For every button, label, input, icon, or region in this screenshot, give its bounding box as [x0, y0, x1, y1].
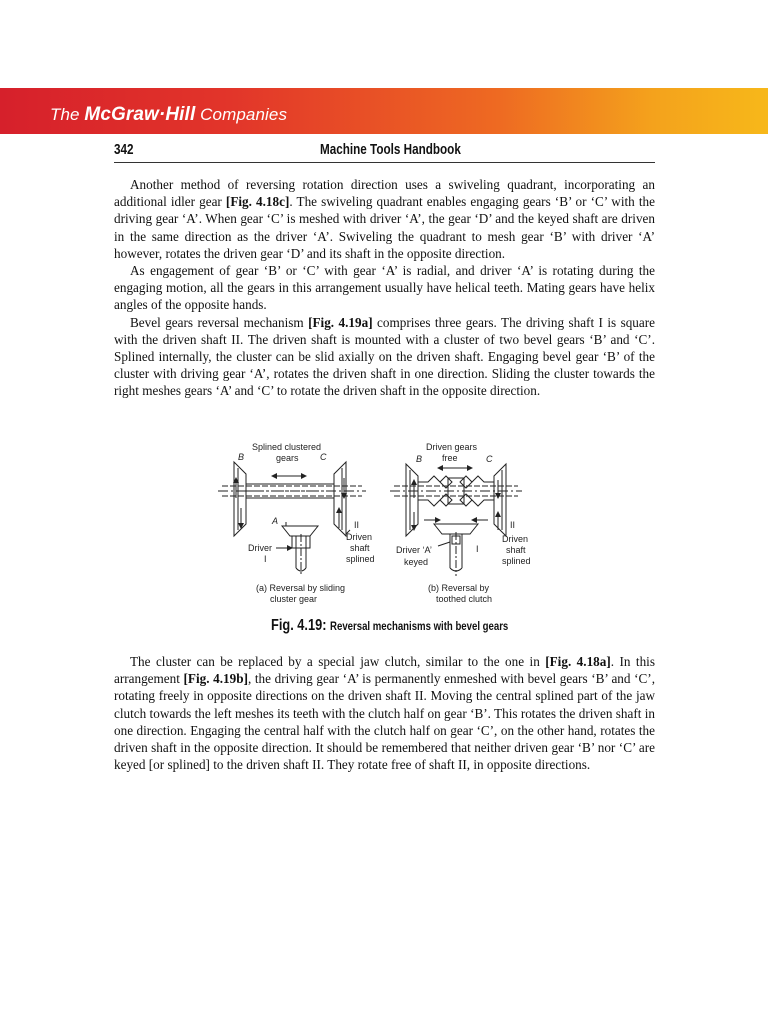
- paragraph-4: The cluster can be replaced by a special jaw clutch, similar to the one in [Fig. 4.18a]. In this arrangement [Fig. 4.19b], the driving gear ‘A’ is permanently enmeshed with bevel gears ‘B’ and ‘C’, rotating freely in opposite directions on the driven shaft II. Moving the central splined part of the jaw clutch towards the left meshes its teeth with the clutch half on gear ‘B’. This rotates the driven shaft in one direction. Engaging the central half with the clutch half on gear ‘C’, on the other hand, rotates the driven shaft in the opposite direction. It should be remembered that neither driven gear ‘B’ nor ‘C’ are keyed [or splined] to the driven shaft II. They rotate free of shaft II, in opposite directions.: [114, 654, 655, 773]
- paragraph-2: As engagement of gear ‘B’ or ‘C’ with gear ‘A’ is radial, and driver ‘A’ is rotating during the engaging motion, all the gears in this arrangement usually have helical teeth. Mating gears have helix angles of the opposite hands.: [114, 263, 655, 313]
- brand-name: McGraw·Hill: [84, 104, 196, 125]
- label-a-B: B: [238, 452, 245, 462]
- label-a-II: II: [354, 520, 360, 530]
- label-a-driven1: Driven: [346, 532, 373, 542]
- caption-b-line1: (b) Reversal by: [428, 583, 490, 593]
- label-a-driven3: splined: [346, 554, 375, 564]
- paragraph-1: Another method of reversing rotation direction uses a swiveling quadrant, incorporating an additional idler gear [Fig. 4.18c]. The swiveling quadrant enables engaging gears ‘B’ or ‘C’ with the driving gear ‘A’. When gear ‘C’ is meshed with driver ‘A’, the gear ‘D’ and the keyed shaft are driven in the same direction as the driver ‘A’. Swiveling the quadrant to mesh gear ‘B’ with driver ‘A’ however, rotates the driven gear ‘D’ and its shaft in the opposite direction.: [114, 177, 655, 261]
- brand-suffix: Companies: [195, 105, 288, 124]
- figure-4-19: [214, 438, 554, 610]
- label-b-keyed: keyed: [404, 557, 429, 567]
- paragraph-3: Bevel gears reversal mechanism [Fig. 4.19a] comprises three gears. The driving shaft I is square with the driven shaft II. The driven shaft is mounted with a cluster of two bevel gears ‘B’ and ‘C’. Splined internally, the cluster can be slid axially on the driven shaft. Engaging bevel gear ‘B’ of the cluster with driving gear ‘A’, rotates the driven shaft in one direction. Sliding the cluster towards the right meshes gears ‘A’ and ‘C’ to rotate the driven shaft in the opposite direction.: [114, 314, 655, 399]
- body-text-top: [114, 176, 655, 400]
- label-b-driven1: Driven: [502, 534, 529, 544]
- label-b-B: B: [416, 454, 423, 464]
- label-a-A: A: [272, 516, 279, 526]
- figure-reference: [Fig. 4.19b]: [183, 671, 248, 687]
- label-a-title2: gears: [276, 453, 299, 463]
- label-a-title1: Splined clustered: [252, 442, 322, 452]
- diagram-a: [218, 442, 375, 604]
- figure-caption: [271, 617, 508, 635]
- caption-a-line1: (a) Reversal by sliding: [256, 583, 346, 593]
- label-b-title1: Driven gears: [426, 442, 478, 452]
- label-b-II: II: [510, 520, 516, 530]
- label-a-driver: Driver: [248, 543, 272, 553]
- figure-caption-number: Fig. 4.19:: [271, 617, 327, 634]
- label-b-driven2: shaft: [506, 545, 526, 555]
- page-number: 342: [114, 141, 134, 158]
- header-rule: [114, 162, 655, 163]
- brand-prefix: The: [50, 105, 85, 124]
- body-text-bottom: [114, 653, 655, 773]
- label-a-I: I: [264, 554, 267, 564]
- label-b-title2: free: [442, 453, 458, 463]
- label-b-driver: Driver ‘A’: [396, 545, 432, 555]
- figure-reference: [Fig. 4.18a]: [545, 654, 611, 669]
- publisher-logo: [50, 104, 287, 126]
- caption-a-line2: cluster gear: [270, 594, 318, 604]
- label-b-driven3: splined: [502, 556, 531, 566]
- caption-b-line2: toothed clutch: [436, 594, 493, 604]
- figure-caption-text: Reversal mechanisms with bevel gears: [330, 619, 509, 633]
- diagram-b: [390, 442, 531, 604]
- figure-reference: [Fig. 4.19a]: [308, 314, 373, 330]
- figure-reference: [Fig. 4.18c]: [225, 194, 290, 210]
- label-a-C: C: [320, 452, 327, 462]
- running-head-title: Machine Tools Handbook: [320, 141, 461, 158]
- label-b-C: C: [486, 454, 493, 464]
- label-b-I: I: [476, 544, 479, 554]
- label-a-driven2: shaft: [350, 543, 370, 553]
